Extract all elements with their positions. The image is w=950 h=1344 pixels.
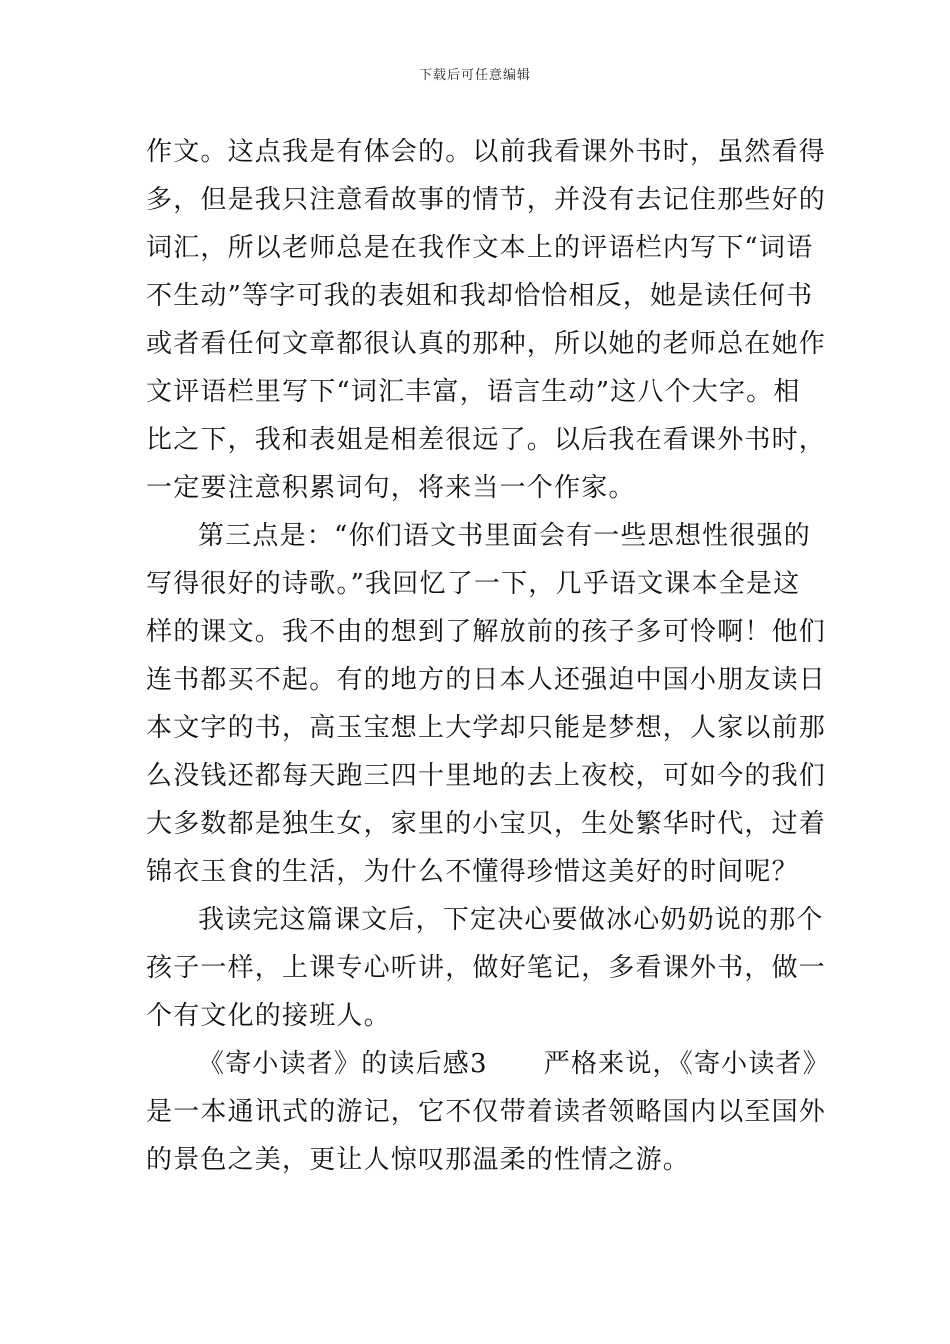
text-line: 词汇，所以老师总是在我作文本上的评语栏内写下“词语 (146, 233, 814, 263)
text-line: 或者看任何文章都很认真的那种，所以她的老师总在她作 (146, 329, 827, 359)
text-line: 么没钱还都每天跑三四十里地的去上夜校，可如今的我们 (146, 761, 827, 791)
text-line: 写得很好的诗歌。”我回忆了一下，几乎语文课本全是这 (146, 569, 801, 599)
text-line: 孩子一样，上课专心听讲，做好笔记，多看课外书，做一 (146, 953, 827, 983)
text-line: 连书都买不起。有的地方的日本人还强迫中国小朋友读日 (146, 665, 827, 695)
document-body (146, 128, 830, 1184)
text-line: 第三点是：“你们语文书里面会有一些思想性很强的 (198, 521, 811, 551)
text-line: 文评语栏里写下“词汇丰富，语言生动”这八个大字。相 (146, 377, 801, 407)
text-line: 一定要注意积累词句，将来当一个作家。 (146, 473, 636, 503)
text-line: 作文。这点我是有体会的。以前我看课外书时，虽然看得 (146, 137, 827, 167)
page-header: 下载后可任意编辑 (418, 68, 531, 83)
text-line: 我读完这篇课文后，下定决心要做冰心奶奶说的那个 (198, 905, 824, 935)
text-line: 个有文化的接班人。 (146, 1001, 391, 1031)
text-line: 不生动”等字可我的表姐和我却恰恰相反，她是读任何书 (146, 281, 814, 311)
section-title: 《寄小读者》的读后感3 (198, 1049, 488, 1079)
text-line: 是一本通讯式的游记，它不仅带着读者领略国内以至国外 (146, 1097, 827, 1127)
text-line: 样的课文。我不由的想到了解放前的孩子多可怜啊！他们 (146, 617, 827, 647)
text-line: 多，但是我只注意看故事的情节，并没有去记住那些好的 (146, 185, 827, 215)
text-line: 本文字的书，高玉宝想上大学却只能是梦想，人家以前那 (146, 713, 827, 743)
text-line: 锦衣玉食的生活，为什么不懂得珍惜这美好的时间呢？ (146, 857, 799, 887)
section-title-rest: 严格来说，《寄小读者》 (543, 1049, 830, 1079)
text-line: 比之下，我和表姐是相差很远了。以后我在看课外书时， (146, 425, 827, 455)
section-title-line (146, 1040, 830, 1088)
text-line: 的景色之美，更让人惊叹那温柔的性情之游。 (146, 1145, 691, 1175)
text-line: 大多数都是独生女，家里的小宝贝，生处繁华时代，过着 (146, 809, 827, 839)
